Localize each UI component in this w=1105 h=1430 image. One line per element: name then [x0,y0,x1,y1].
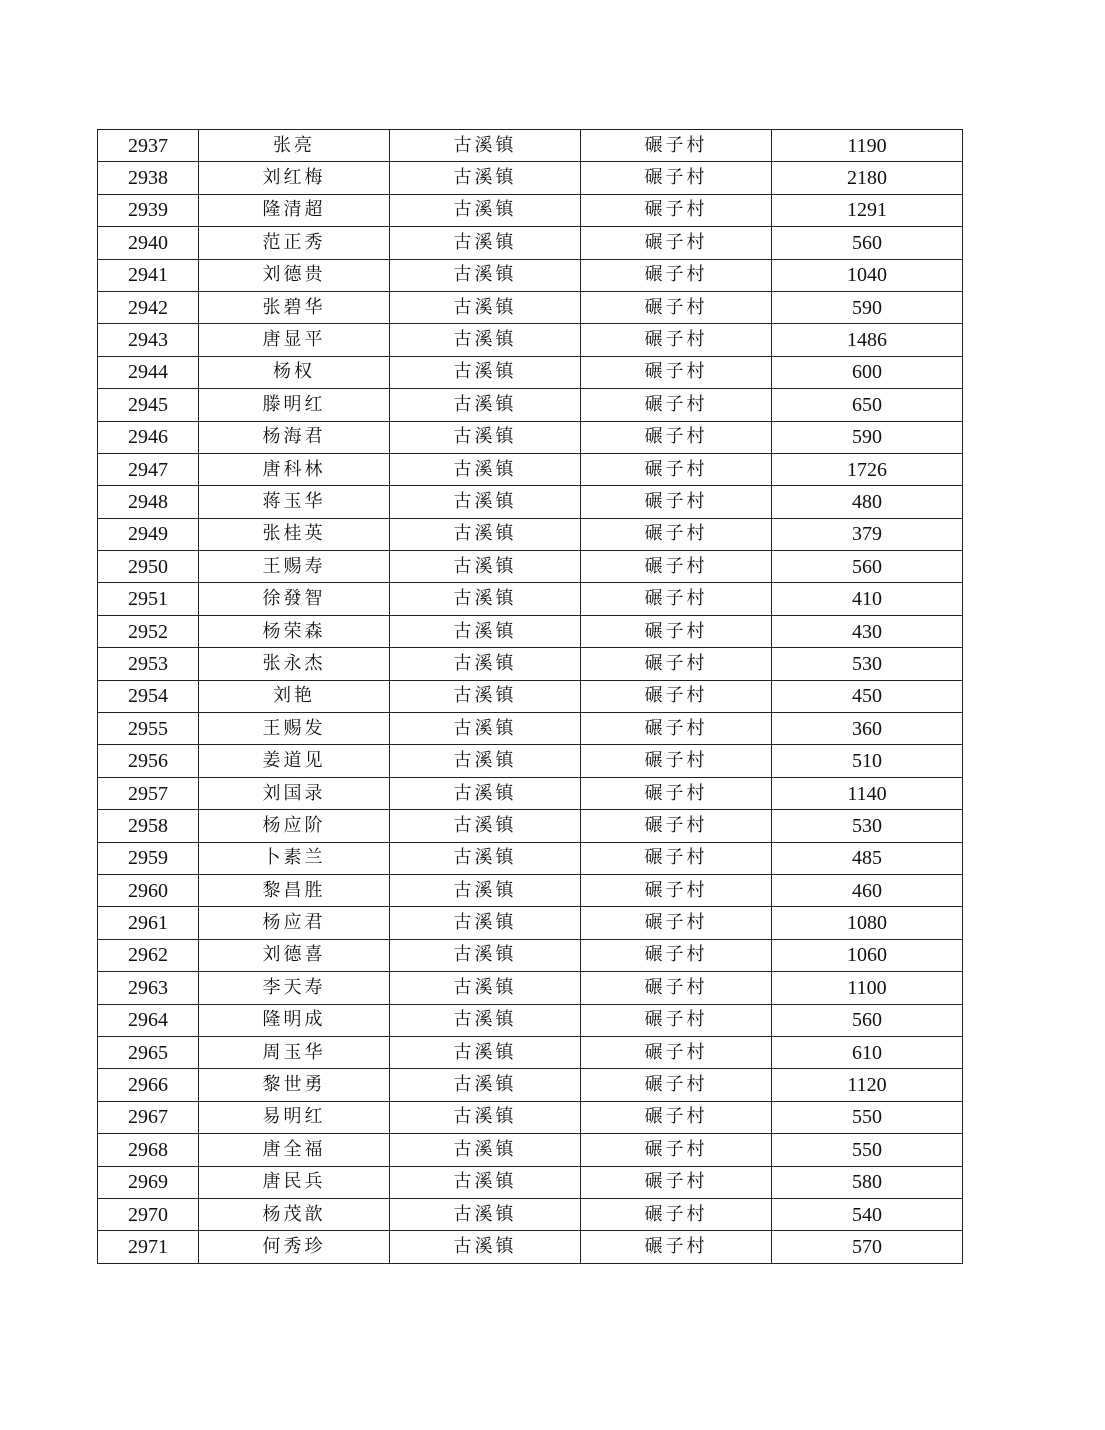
table-row [98,453,963,485]
cell-name: 杨海君 [199,421,390,453]
cell-amount: 480 [772,486,963,518]
cell-seq: 2960 [98,874,199,906]
cell-amount: 560 [772,1004,963,1036]
cell-village: 碾子村 [581,291,772,323]
cell-seq: 2947 [98,453,199,485]
cell-town: 古溪镇 [390,1069,581,1101]
cell-town: 古溪镇 [390,1166,581,1198]
cell-seq: 2956 [98,745,199,777]
cell-name: 徐發智 [199,583,390,615]
cell-amount: 1060 [772,939,963,971]
table-row [98,745,963,777]
cell-village: 碾子村 [581,777,772,809]
cell-town: 古溪镇 [390,713,581,745]
cell-village: 碾子村 [581,1004,772,1036]
cell-village: 碾子村 [581,713,772,745]
table-row [98,615,963,647]
cell-name: 张碧华 [199,291,390,323]
cell-town: 古溪镇 [390,486,581,518]
cell-amount: 379 [772,518,963,550]
cell-amount: 590 [772,421,963,453]
table-row [98,421,963,453]
cell-seq: 2937 [98,130,199,162]
cell-town: 古溪镇 [390,1231,581,1263]
cell-town: 古溪镇 [390,162,581,194]
cell-amount: 550 [772,1101,963,1133]
cell-village: 碾子村 [581,453,772,485]
cell-seq: 2939 [98,194,199,226]
table-row [98,1134,963,1166]
cell-seq: 2955 [98,713,199,745]
cell-amount: 530 [772,648,963,680]
cell-name: 隆清超 [199,194,390,226]
cell-village: 碾子村 [581,421,772,453]
table-row [98,810,963,842]
cell-name: 姜道见 [199,745,390,777]
cell-town: 古溪镇 [390,615,581,647]
cell-amount: 510 [772,745,963,777]
cell-town: 古溪镇 [390,389,581,421]
cell-town: 古溪镇 [390,745,581,777]
cell-amount: 600 [772,356,963,388]
table-row [98,1231,963,1263]
cell-name: 范正秀 [199,227,390,259]
cell-village: 碾子村 [581,162,772,194]
cell-seq: 2969 [98,1166,199,1198]
cell-name: 易明红 [199,1101,390,1133]
cell-seq: 2959 [98,842,199,874]
cell-name: 张永杰 [199,648,390,680]
cell-village: 碾子村 [581,648,772,680]
cell-town: 古溪镇 [390,583,581,615]
cell-amount: 410 [772,583,963,615]
cell-seq: 2949 [98,518,199,550]
cell-amount: 1040 [772,259,963,291]
cell-amount: 590 [772,291,963,323]
cell-amount: 1190 [772,130,963,162]
cell-town: 古溪镇 [390,810,581,842]
cell-village: 碾子村 [581,259,772,291]
cell-village: 碾子村 [581,1036,772,1068]
table-row [98,130,963,162]
cell-seq: 2958 [98,810,199,842]
cell-seq: 2940 [98,227,199,259]
cell-seq: 2957 [98,777,199,809]
cell-town: 古溪镇 [390,551,581,583]
cell-seq: 2948 [98,486,199,518]
cell-village: 碾子村 [581,583,772,615]
cell-seq: 2968 [98,1134,199,1166]
cell-village: 碾子村 [581,810,772,842]
cell-seq: 2961 [98,907,199,939]
cell-name: 唐显平 [199,324,390,356]
cell-town: 古溪镇 [390,1198,581,1230]
table-row [98,227,963,259]
cell-seq: 2950 [98,551,199,583]
table-row [98,486,963,518]
cell-village: 碾子村 [581,615,772,647]
cell-name: 张桂英 [199,518,390,550]
cell-town: 古溪镇 [390,1101,581,1133]
cell-village: 碾子村 [581,1069,772,1101]
cell-seq: 2944 [98,356,199,388]
table-row [98,551,963,583]
cell-name: 杨茂歆 [199,1198,390,1230]
table-row [98,259,963,291]
cell-name: 周玉华 [199,1036,390,1068]
cell-seq: 2966 [98,1069,199,1101]
cell-name: 张亮 [199,130,390,162]
cell-town: 古溪镇 [390,874,581,906]
cell-town: 古溪镇 [390,518,581,550]
cell-village: 碾子村 [581,1231,772,1263]
cell-village: 碾子村 [581,680,772,712]
cell-amount: 560 [772,551,963,583]
cell-amount: 460 [772,874,963,906]
cell-town: 古溪镇 [390,259,581,291]
cell-village: 碾子村 [581,745,772,777]
cell-town: 古溪镇 [390,453,581,485]
cell-name: 唐全福 [199,1134,390,1166]
cell-town: 古溪镇 [390,324,581,356]
cell-name: 刘艳 [199,680,390,712]
cell-seq: 2951 [98,583,199,615]
cell-seq: 2945 [98,389,199,421]
cell-name: 黎世勇 [199,1069,390,1101]
cell-amount: 1120 [772,1069,963,1101]
cell-village: 碾子村 [581,356,772,388]
cell-town: 古溪镇 [390,1004,581,1036]
cell-town: 古溪镇 [390,842,581,874]
table-row [98,1004,963,1036]
table-row [98,939,963,971]
cell-amount: 560 [772,227,963,259]
cell-village: 碾子村 [581,1198,772,1230]
table-row [98,842,963,874]
cell-village: 碾子村 [581,1166,772,1198]
cell-amount: 485 [772,842,963,874]
cell-amount: 550 [772,1134,963,1166]
table-row [98,680,963,712]
cell-name: 李天寿 [199,972,390,1004]
cell-amount: 1080 [772,907,963,939]
cell-name: 唐科林 [199,453,390,485]
cell-seq: 2942 [98,291,199,323]
table-row [98,777,963,809]
cell-name: 刘德贵 [199,259,390,291]
cell-town: 古溪镇 [390,356,581,388]
cell-village: 碾子村 [581,939,772,971]
cell-seq: 2946 [98,421,199,453]
cell-town: 古溪镇 [390,421,581,453]
table-row [98,583,963,615]
cell-name: 刘德喜 [199,939,390,971]
cell-seq: 2964 [98,1004,199,1036]
cell-amount: 540 [772,1198,963,1230]
cell-amount: 570 [772,1231,963,1263]
cell-town: 古溪镇 [390,777,581,809]
cell-town: 古溪镇 [390,939,581,971]
table-row [98,1069,963,1101]
table-row [98,1036,963,1068]
cell-village: 碾子村 [581,972,772,1004]
cell-town: 古溪镇 [390,1036,581,1068]
table-row [98,1101,963,1133]
table-row [98,874,963,906]
table-row [98,356,963,388]
cell-name: 刘红梅 [199,162,390,194]
table-row [98,194,963,226]
table-row [98,389,963,421]
cell-seq: 2970 [98,1198,199,1230]
cell-seq: 2971 [98,1231,199,1263]
cell-village: 碾子村 [581,1101,772,1133]
table-row [98,518,963,550]
cell-village: 碾子村 [581,486,772,518]
cell-village: 碾子村 [581,324,772,356]
table-row [98,324,963,356]
cell-seq: 2967 [98,1101,199,1133]
table-row [98,713,963,745]
table-row [98,291,963,323]
table-row [98,907,963,939]
cell-name: 杨荣森 [199,615,390,647]
cell-town: 古溪镇 [390,907,581,939]
cell-seq: 2938 [98,162,199,194]
table-row [98,1166,963,1198]
cell-village: 碾子村 [581,842,772,874]
cell-village: 碾子村 [581,518,772,550]
cell-town: 古溪镇 [390,291,581,323]
cell-town: 古溪镇 [390,972,581,1004]
cell-village: 碾子村 [581,130,772,162]
cell-amount: 1486 [772,324,963,356]
cell-seq: 2954 [98,680,199,712]
cell-amount: 1291 [772,194,963,226]
cell-seq: 2965 [98,1036,199,1068]
cell-seq: 2943 [98,324,199,356]
cell-seq: 2953 [98,648,199,680]
cell-town: 古溪镇 [390,227,581,259]
cell-amount: 580 [772,1166,963,1198]
cell-name: 何秀珍 [199,1231,390,1263]
table-body [98,130,963,1264]
cell-village: 碾子村 [581,389,772,421]
cell-name: 王赐寿 [199,551,390,583]
cell-amount: 610 [772,1036,963,1068]
cell-town: 古溪镇 [390,130,581,162]
cell-town: 古溪镇 [390,648,581,680]
cell-amount: 1100 [772,972,963,1004]
table-row [98,162,963,194]
cell-village: 碾子村 [581,227,772,259]
cell-seq: 2941 [98,259,199,291]
cell-name: 黎昌胜 [199,874,390,906]
cell-name: 杨应君 [199,907,390,939]
cell-village: 碾子村 [581,194,772,226]
cell-name: 滕明红 [199,389,390,421]
cell-name: 王赐发 [199,713,390,745]
cell-name: 刘国录 [199,777,390,809]
cell-village: 碾子村 [581,551,772,583]
cell-town: 古溪镇 [390,194,581,226]
cell-village: 碾子村 [581,907,772,939]
subsidy-table [97,129,963,1264]
cell-amount: 650 [772,389,963,421]
cell-name: 杨权 [199,356,390,388]
cell-town: 古溪镇 [390,1134,581,1166]
cell-name: 卜素兰 [199,842,390,874]
cell-amount: 530 [772,810,963,842]
cell-name: 蒋玉华 [199,486,390,518]
cell-seq: 2963 [98,972,199,1004]
cell-amount: 430 [772,615,963,647]
cell-village: 碾子村 [581,1134,772,1166]
cell-amount: 1726 [772,453,963,485]
cell-amount: 2180 [772,162,963,194]
cell-seq: 2952 [98,615,199,647]
cell-name: 唐民兵 [199,1166,390,1198]
cell-seq: 2962 [98,939,199,971]
cell-name: 隆明成 [199,1004,390,1036]
cell-village: 碾子村 [581,874,772,906]
table-row [98,1198,963,1230]
cell-amount: 360 [772,713,963,745]
cell-town: 古溪镇 [390,680,581,712]
table-row [98,972,963,1004]
cell-amount: 1140 [772,777,963,809]
cell-amount: 450 [772,680,963,712]
table-row [98,648,963,680]
cell-name: 杨应阶 [199,810,390,842]
